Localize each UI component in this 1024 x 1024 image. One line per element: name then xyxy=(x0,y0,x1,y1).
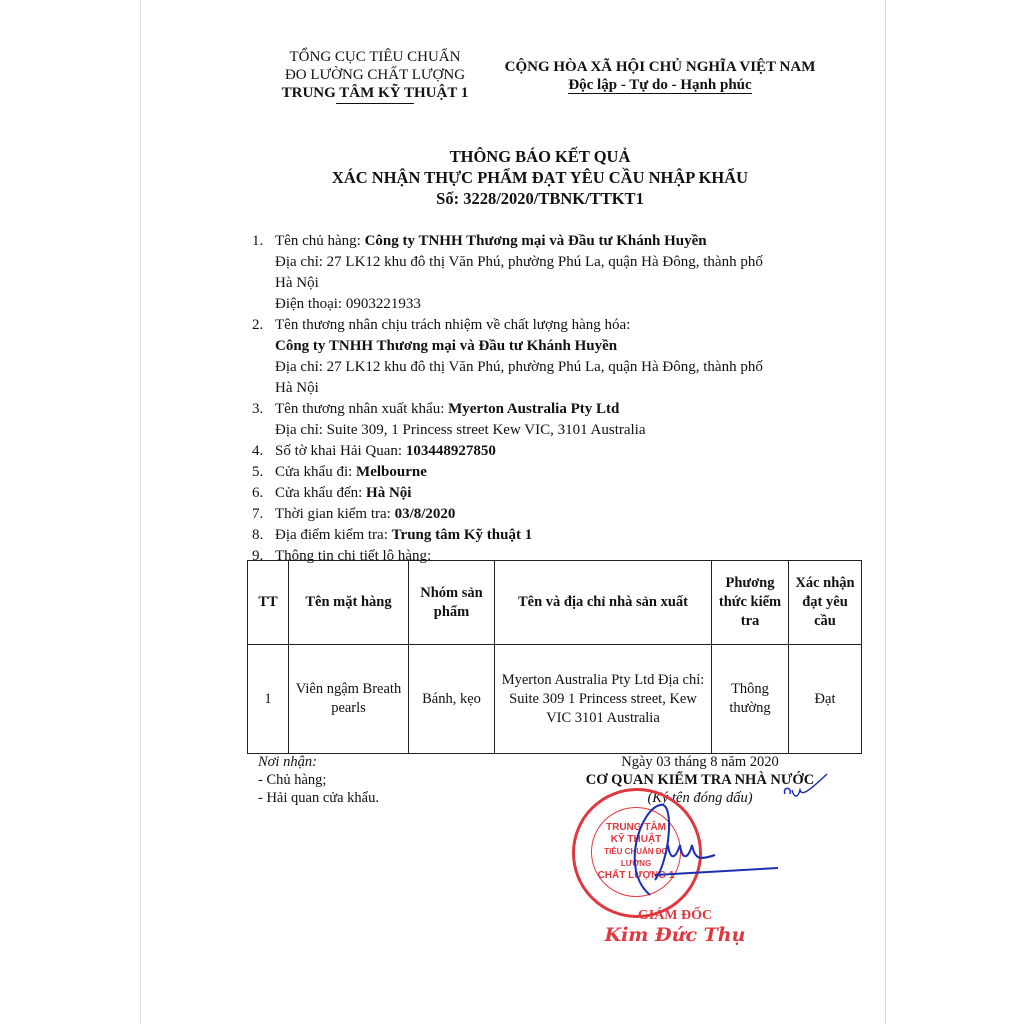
document-title xyxy=(240,146,840,209)
column-header: Xác nhận đạt yêu cầu xyxy=(789,561,862,645)
item-detail: Địa chỉ: 27 LK12 khu đô thị Văn Phú, phường Phú La, quận Hà Đông, thành phố xyxy=(275,254,763,270)
list-item xyxy=(252,315,832,399)
item-value: Trung tâm Kỹ thuật 1 xyxy=(391,527,533,543)
recipients-label: Nơi nhận: xyxy=(258,754,317,770)
issuer-line: TỔNG CỤC TIÊU CHUẨN xyxy=(289,49,461,65)
sign-note: (Ký tên đóng dấu) xyxy=(647,790,753,806)
item-value: Melbourne xyxy=(356,464,427,480)
item-detail: Hà Nội xyxy=(275,275,319,291)
signature-icon xyxy=(600,800,780,900)
stamp-text: CHẤT LƯỢNG 1 xyxy=(597,870,675,881)
item-value: Công ty TNHH Thương mại và Đầu tư Khánh Huyền xyxy=(275,338,618,354)
stamp-text: TRUNG TÂM xyxy=(606,822,666,833)
director-name: Kim Đức Thụ xyxy=(604,924,746,946)
director-block xyxy=(600,908,750,946)
table-cell: 1 xyxy=(248,645,289,754)
item-number: 9. xyxy=(252,548,264,564)
item-label: Thời gian kiểm tra: xyxy=(275,506,395,522)
item-value: Myerton Australia Pty Ltd xyxy=(448,401,620,417)
stamp-text: TIÊU CHUẨN ĐO LƯỜNG xyxy=(604,847,668,868)
recipient: - Hải quan cửa khẩu. xyxy=(258,790,379,806)
item-label: Tên thương nhân chịu trách nhiệm về chất lượng hàng hóa: xyxy=(275,317,631,333)
item-label: Địa điểm kiểm tra: xyxy=(275,527,392,543)
list-item xyxy=(252,483,832,504)
item-number: 8. xyxy=(252,527,264,543)
initials-icon xyxy=(782,772,832,802)
issuer-line: ĐO LƯỜNG CHẤT LƯỢNG xyxy=(284,67,466,83)
director-title: GIÁM ĐỐC xyxy=(637,908,713,923)
item-number: 6. xyxy=(252,485,264,501)
shipment-table xyxy=(247,560,862,754)
table-cell: Đạt xyxy=(789,645,862,754)
sign-org: CƠ QUAN KIỂM TRA NHÀ NƯỚC xyxy=(585,772,815,788)
column-header: Nhóm sản phẩm xyxy=(409,561,495,645)
table-cell: Bánh, kẹo xyxy=(409,645,495,754)
list-item xyxy=(252,231,832,315)
column-header: Phương thức kiểm tra xyxy=(712,561,789,645)
national-title: CỘNG HÒA XÃ HỘI CHỦ NGHĨA VIỆT NAM xyxy=(504,59,816,75)
list-item xyxy=(252,504,832,525)
item-label: Tên chủ hàng: xyxy=(275,233,365,249)
item-label: Cửa khẩu đến: xyxy=(275,485,367,501)
item-value: Công ty TNHH Thương mại và Đầu tư Khánh Huyền xyxy=(364,233,707,249)
item-detail: Điện thoại: 0903221933 xyxy=(275,296,421,312)
title-line: THÔNG BÁO KẾT QUẢ xyxy=(449,147,631,166)
table-cell: Thông thường xyxy=(712,645,789,754)
table-row xyxy=(248,645,862,754)
column-header: Tên và địa chỉ nhà sản xuất xyxy=(495,561,712,645)
table-cell: Myerton Australia Pty Ltd Địa chỉ: Suite 309 1 Princess street, Kew VIC 3101 Australia xyxy=(495,645,712,754)
issuer-name: TRUNG TÂM KỸ THUẬT 1 xyxy=(281,85,469,101)
item-value: 103448927850 xyxy=(405,443,496,459)
table-cell: Viên ngậm Breath pearls xyxy=(289,645,409,754)
recipients xyxy=(258,753,379,807)
recipient: - Chủ hàng; xyxy=(258,772,327,788)
item-label: Tên thương nhân xuất khẩu: xyxy=(275,401,449,417)
list-item xyxy=(252,399,832,441)
item-label: Thông tin chi tiết lô hàng: xyxy=(275,548,432,564)
list-item xyxy=(252,462,832,483)
national-header xyxy=(495,58,825,94)
column-header: Tên mặt hàng xyxy=(289,561,409,645)
sign-date: Ngày 03 tháng 8 năm 2020 xyxy=(621,754,779,770)
item-number: 7. xyxy=(252,506,264,522)
info-list xyxy=(252,231,832,567)
issuer-header xyxy=(250,48,500,105)
document-number: Số: 3228/2020/TBNK/TTKT1 xyxy=(436,189,644,208)
item-value: 03/8/2020 xyxy=(394,506,456,522)
list-item xyxy=(252,441,832,462)
page-edge-left xyxy=(140,0,141,1024)
column-header: TT xyxy=(248,561,289,645)
stamp-text: KỸ THUẬT xyxy=(610,834,662,845)
item-number: 5. xyxy=(252,464,264,480)
list-item xyxy=(252,525,832,546)
item-label: Cửa khẩu đi: xyxy=(275,464,357,480)
item-label: Số tờ khai Hải Quan: xyxy=(275,443,406,459)
item-number: 3. xyxy=(252,401,264,417)
item-number: 4. xyxy=(252,443,264,459)
item-detail: Địa chỉ: 27 LK12 khu đô thị Văn Phú, phường Phú La, quận Hà Đông, thành phố xyxy=(275,359,763,375)
item-detail: Hà Nội xyxy=(275,380,319,396)
national-motto: Độc lập - Tự do - Hạnh phúc xyxy=(568,77,752,93)
item-detail: Địa chỉ: Suite 309, 1 Princess street Kew VIC, 3101 Australia xyxy=(275,422,646,438)
title-line: XÁC NHẬN THỰC PHẨM ĐẠT YÊU CẦU NHẬP KHẨU xyxy=(331,168,749,187)
item-number: 2. xyxy=(252,317,264,333)
item-number: 1. xyxy=(252,233,264,249)
page-edge-right xyxy=(885,0,886,1024)
item-value: Hà Nội xyxy=(366,485,412,501)
